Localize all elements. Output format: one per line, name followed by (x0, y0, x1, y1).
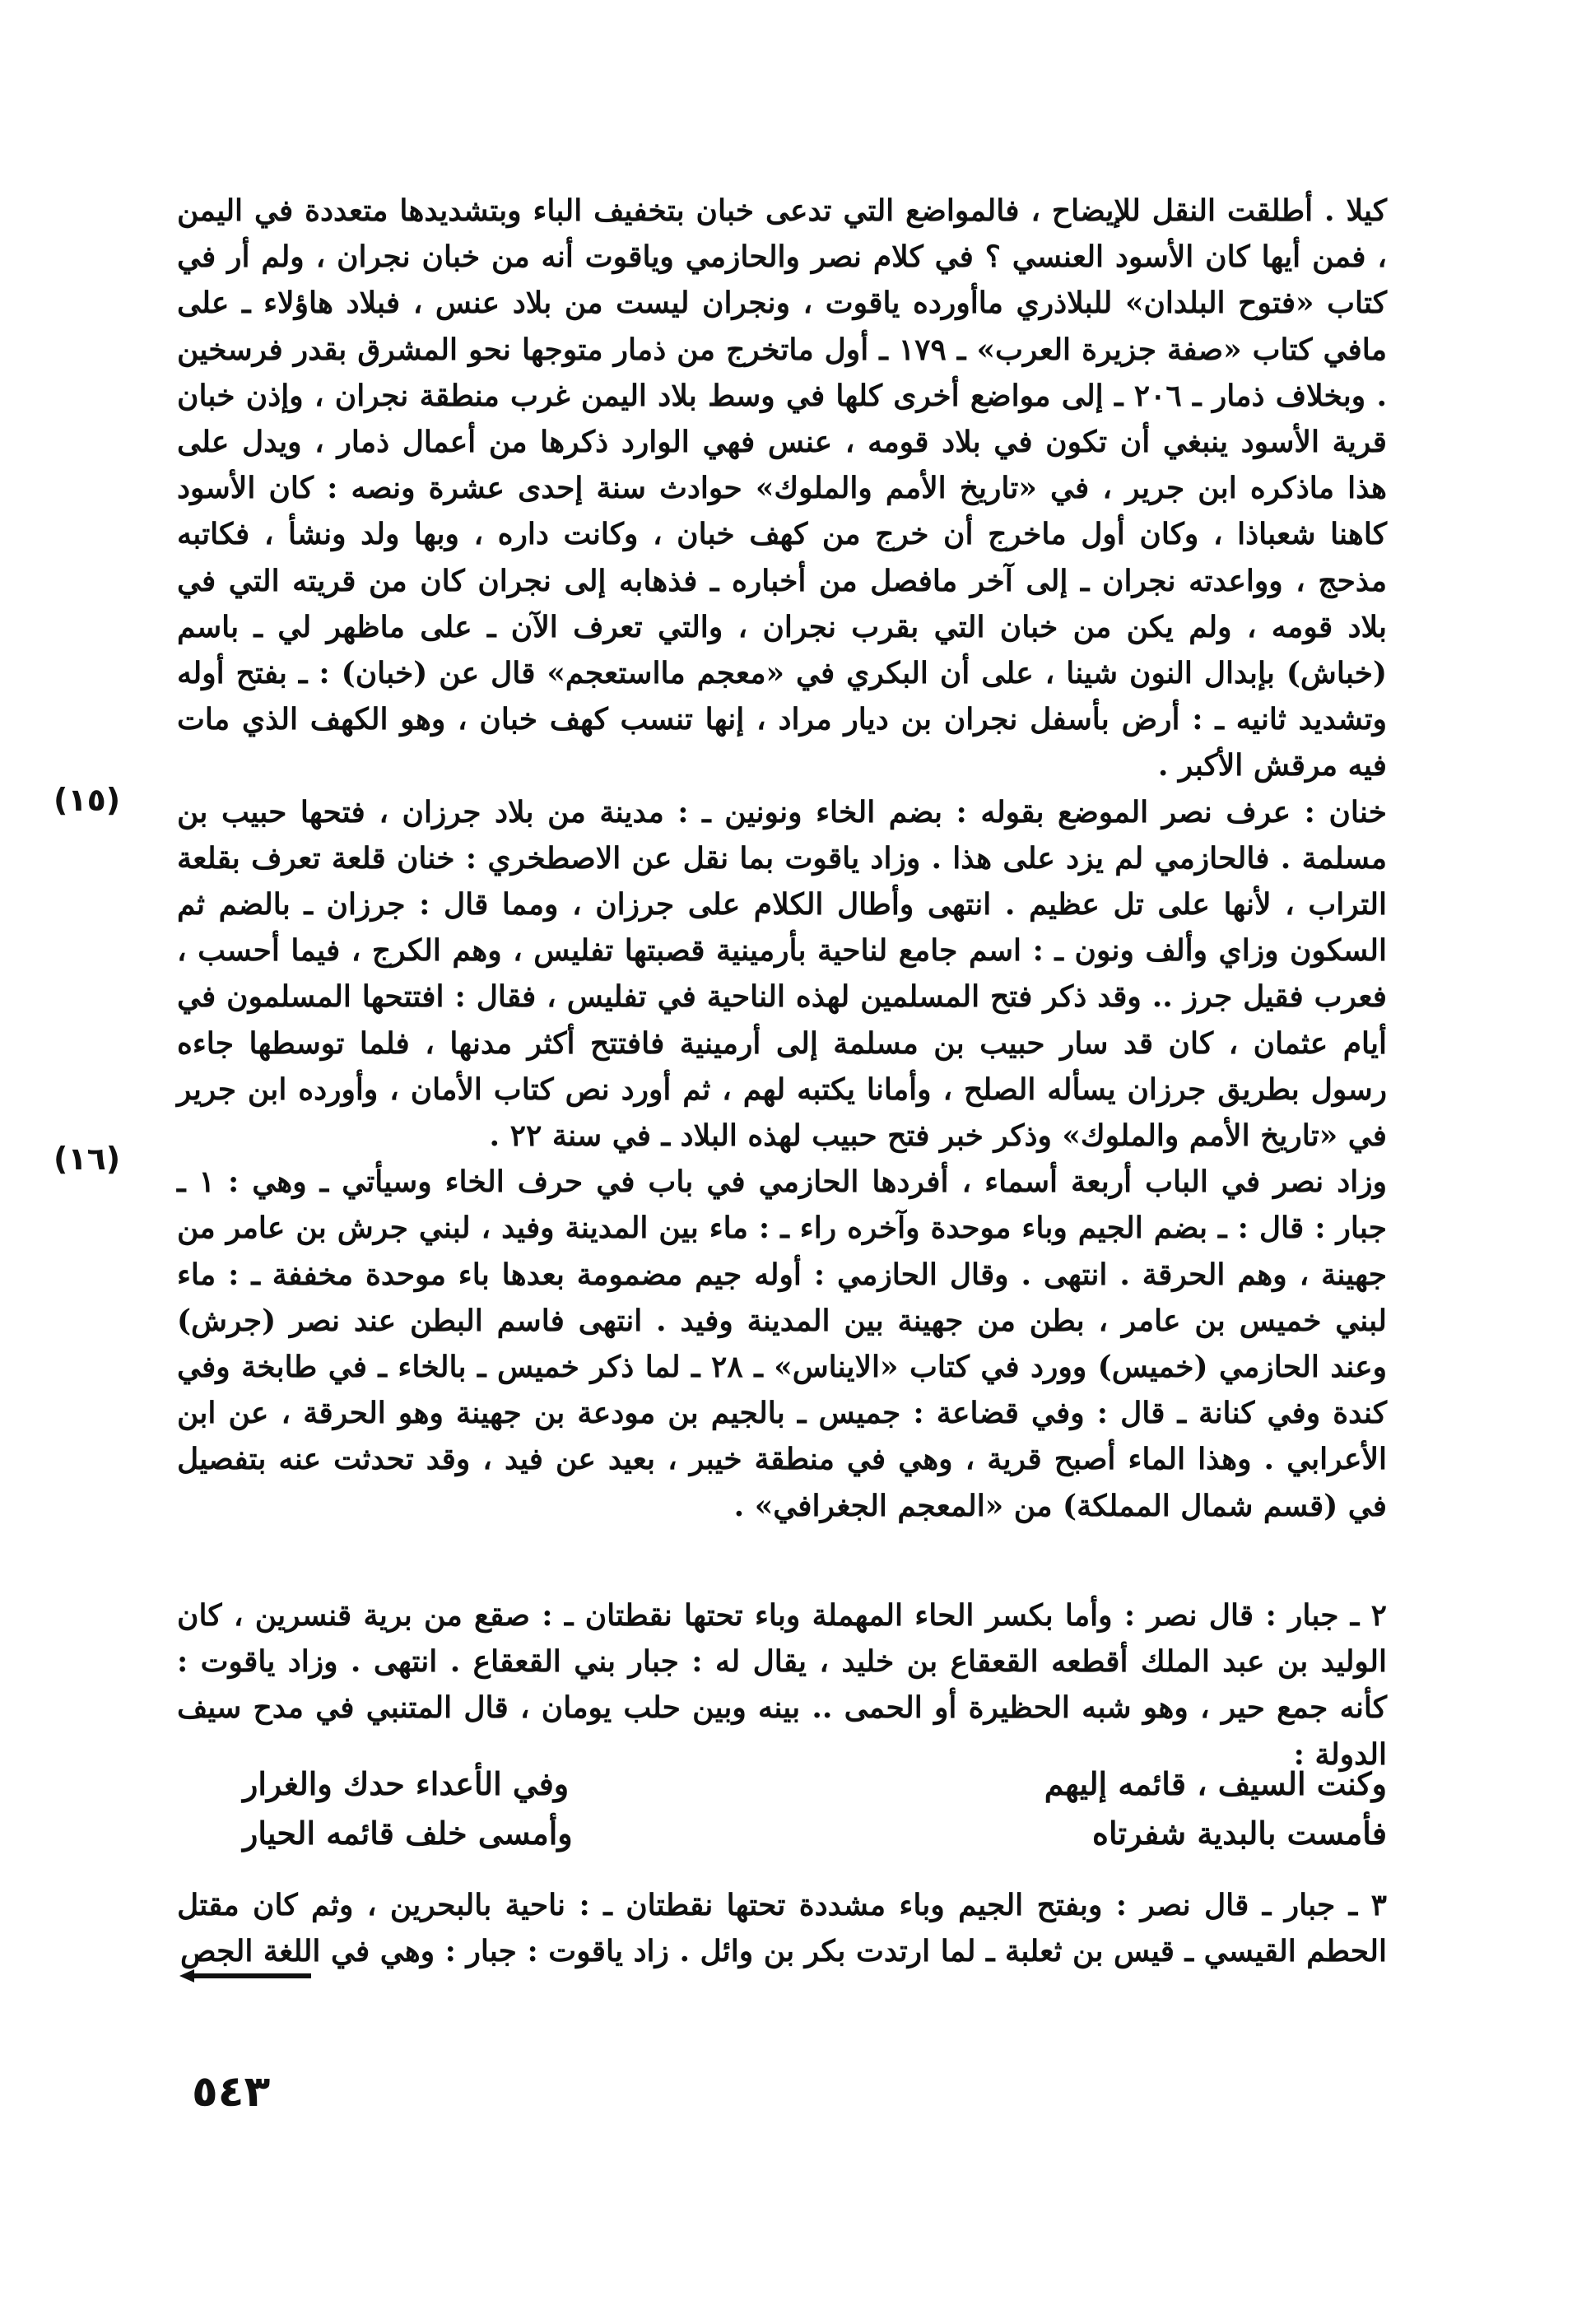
verse-1-first-hemistich: وكنت السيف ، قائمه إليهم (1044, 1765, 1387, 1802)
entry-jabbar-text: ٣ ـ جبار ـ قال نصر : وبفتح الجيم وباء مشددة تحتها نقطتان ـ : ناحية بالبحرين ، وثم كان مقتل الحطم القيسي ـ قيس بن ثعلبة ـ لما ارتدت بكر بن وائل . زاد ياقوت : جبار : وهي في اللغة الجص (177, 1888, 1387, 1969)
page-number: ٥٤٣ (192, 2067, 271, 2117)
entry-hiyar (177, 1592, 1387, 1778)
entry-hiyar-text: ٢ ـ جبار : قال نصر : وأما بكسر الحاء المهملة وباء تحتها نقطتان ـ : صقع من برية قنسرين ، كان الوليد بن عبد الملك أقطعه القعقاع بن خليد ، يقال له : جبار بني القعقاع . انتهى . وزاد ياقوت : كأنه جمع حير ، وهو شبه الحظيرة أو الحمى .. بينه وبين حلب يومان ، قال المتنبي في مدح سيف الدولة : (177, 1598, 1387, 1772)
verse-line-1 (243, 1761, 1387, 1807)
main-text-block (177, 188, 1387, 1529)
verse-line-2 (243, 1810, 1387, 1857)
verse-2-first-hemistich: فأمست بالبدية شفرتاه (1092, 1815, 1387, 1852)
note-marker-16: (١٦) (53, 1141, 121, 1177)
continuation-arrow-icon (179, 1968, 311, 1984)
paragraph-khunan: خنان : عرف نصر الموضع بقوله : بضم الخاء ونونين ـ : مدينة من بلاد جرزان ، فتحها حبيب بن مسلمة . فالحازمي لم يزد على هذا . وزاد ياقوت بما نقل عن الاصطخري : خنان قلعة تعرف بقلعة التراب ، لأنها على تل عظيم . انتهى وأطال الكلام على جرزان ، ومما قال : جرزان ـ بالضم ثم السكون وزاي وألف ونون ـ : اسم جامع لناحية بأرمينية قصبتها تفليس ، وهم الكرج ، فيما أحسب ، فعرب فقيل جرز .. وقد ذكر فتح المسلمين لهذه الناحية في تفليس ، فقال : افتتحها المسلمون في أيام عثمان ، كان قد سار حبيب بن مسلمة إلى أرمينية فافتتح أكثر مدنها ، فلما توسطها جاءه رسول بطريق جرزان يسأله الصلح ، وأمانا يكتبه لهم ، ثم أورد نص كتاب الأمان ، وأورده ابن جرير في «تاريخ الأمم والملوك» وذكر خبر فتح حبيب لهذه البلاد ـ في سنة ٢٢ . (177, 794, 1387, 1154)
entry-jabbar (177, 1882, 1387, 1974)
note-marker-15: (١٥) (53, 782, 121, 818)
verse-2-second-hemistich: وأمسى خلف قائمه الحيار (243, 1815, 573, 1852)
paragraph-additions: وزاد نصر في الباب أربعة أسماء ، أفردها الحازمي في باب في حرف الخاء وسيأتي ـ وهي : ١ ـ جبار : قال : ـ بضم الجيم وباء موحدة وآخره راء ـ : ماء بين المدينة وفيد ، لبني جرش بن عامر من جهينة ، وهم الحرقة . انتهى . وقال الحازمي : أوله جيم مضمومة بعدها باء موحدة مخففة ـ : ماء لبني خميس بن عامر ، بطن من جهينة بين المدينة وفيد . انتهى فاسم البطن عند نصر (جرش) وعند الحازمي (خميس) وورد في كتاب «الايناس» ـ ٢٨ ـ لما ذكر خميس ـ بالخاء ـ في طابخة وفي كندة وفي كنانة ـ قال : وفي قضاعة : جميس ـ بالجيم بن مودعة بن جهينة وهو الحرقة ، عن ابن الأعرابي . وهذا الماء أصبح قرية ، وهي في منطقة خيبر ، بعيد عن فيد ، وقد تحدثت عنه بتفصيل في (قسم شمال المملكة) من «المعجم الجغرافي» . (177, 1164, 1387, 1523)
verse-1-second-hemistich: وفي الأعداء حدك والغرار (243, 1765, 570, 1802)
paragraph-khabban: كيلا . أطلقت النقل للإيضاح ، فالمواضع التي تدعى خبان بتخفيف الباء وبتشديدها متعددة في اليمن ، فمن أيها كان الأسود العنسي ؟ في كلام نصر والحازمي وياقوت أنه من خبان نجران ، ولم أر في كتاب «فتوح البلدان» للبلاذري ماأورده ياقوت ، ونجران ليست من بلاد عنس ، فبلاد هاؤلاء ـ على مافي كتاب «صفة جزيرة العرب» ـ ١٧٩ ـ أول ماتخرج من ذمار متوجها نحو المشرق بقدر فرسخين . وبخلاف ذمار ـ ٢٠٦ ـ إلى مواضع أخرى كلها في وسط بلاد اليمن غرب منطقة نجران ، وإذن خبان قرية الأسود ينبغي أن تكون في بلاد قومه ، عنس فهي الوارد ذكرها من أعمال ذمار ، ويدل على هذا ماذكره ابن جرير ، في «تاريخ الأمم والملوك» حوادث سنة إحدى عشرة ونصه : كان الأسود كاهنا شعباذا ، وكان أول ماخرج أن خرج من كهف خبان ، وكانت داره ، وبها ولد ونشأ ، فكاتبه مذحج ، وواعدته نجران ـ إلى آخر مافصل من أخباره ـ فذهابه إلى نجران كان من قريته التي في بلاد قومه ، ولم يكن من خبان التي بقرب نجران ، والتي تعرف الآن ـ على ماظهر لي ـ باسم (خباش) بإبدال النون شينا ، على أن البكري في «معجم مااستعجم» قال عن (خبان) : ـ بفتح أوله وتشديد ثانيه ـ : أرض بأسفل نجران بن ديار مراد ، إنها تنسب كهف خبان ، وهو الكهف الذي مات فيه مرقش الأكبر . (177, 193, 1388, 783)
poem-verse (243, 1761, 1387, 1857)
